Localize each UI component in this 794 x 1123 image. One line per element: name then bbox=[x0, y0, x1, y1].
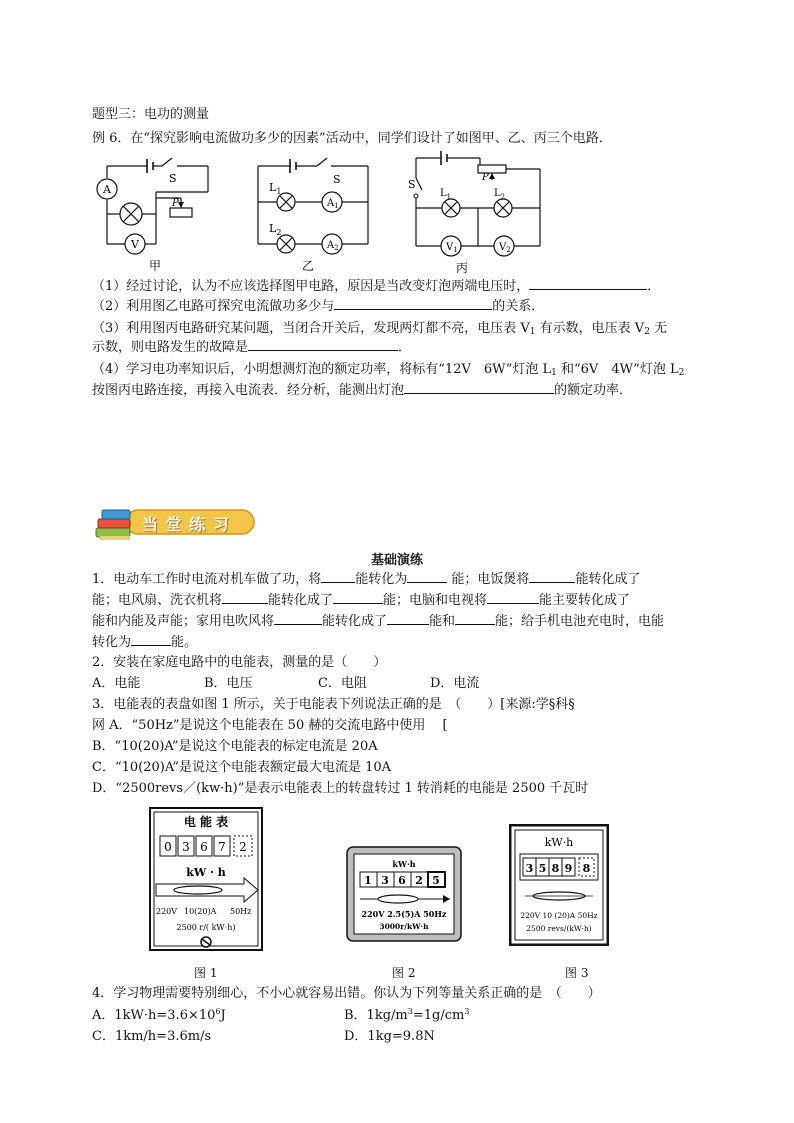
practice-q2-option-a: A．电能 bbox=[92, 676, 141, 691]
meter2-unit: kW·h bbox=[392, 859, 416, 869]
section-title: 题型三：电功的测量 bbox=[92, 107, 210, 122]
practice-banner bbox=[92, 500, 260, 544]
meter3-digit-4: 9 bbox=[564, 862, 573, 875]
practice-q1-line2: 能；电风扇、洗衣机将 能转化成了 能；电脑和电视将 能主要转化成了 bbox=[92, 593, 631, 608]
meter3-spec: 220V 10 (20)A 50Hz bbox=[520, 911, 598, 920]
circuit-jia-voltmeter-label: V bbox=[131, 238, 139, 251]
circuit-jia-ammeter-label: A bbox=[103, 183, 111, 196]
meter2-digit-1: 1 bbox=[364, 874, 372, 887]
practice-q3-line2: 网 A．“50Hz”是说这个电能表在 50 赫的交流电路中使用 [ bbox=[92, 718, 448, 733]
meter1-spec-frequency: 50Hz bbox=[230, 907, 252, 916]
practice-q4-option-d: D．1kg=9.8N bbox=[344, 1029, 435, 1044]
meter1-spec-current: 10(20)A bbox=[184, 907, 217, 916]
meter1-unit: kW · h bbox=[186, 866, 226, 879]
circuit-bing-slider-label: P bbox=[482, 172, 489, 183]
meter3-unit: kW·h bbox=[544, 836, 574, 849]
circuit-yi bbox=[255, 150, 375, 274]
circuit-bing-caption: 丙 bbox=[456, 261, 469, 275]
banner-text: 当 堂 练 习 bbox=[142, 515, 230, 534]
circuit-yi-ammeter1-letter: A bbox=[327, 198, 335, 209]
circuit-yi-ammeter2-letter: A bbox=[327, 240, 335, 251]
circuit-bing-voltmeter1-letter: V bbox=[446, 242, 454, 253]
practice-q4-option-c: C．1km/h=3.6m/s bbox=[92, 1029, 212, 1044]
circuit-bing-voltmeter2-letter: V bbox=[499, 242, 507, 253]
practice-q1-line4: 转化为 能。 bbox=[92, 635, 198, 650]
meter2-digit-3: 6 bbox=[398, 874, 406, 887]
svg-text:L1 bbox=[269, 181, 281, 196]
circuit-bing-lamp1-sub: 1 bbox=[446, 193, 452, 201]
meter2-caption: 图 2 bbox=[392, 966, 416, 980]
meter1-title: 电 能 表 bbox=[183, 815, 229, 829]
example6-q4-line2: 按图丙电路连接，再接入电流表．经分析，能测出灯泡 的额定功率． bbox=[92, 383, 633, 398]
practice-q3-option-c: C．“10(20)A”是说这个电能表额定最大电流是 10A bbox=[92, 760, 392, 775]
circuit-yi-switch-label: S bbox=[333, 173, 341, 186]
meter1-rev: 2500 r/( kW·h) bbox=[176, 923, 236, 932]
circuit-bing-switch-label: S bbox=[408, 178, 416, 191]
example6-q4-line1: （4）学习电功率知识后，小明想测灯泡的额定功率，将标有“12V 6W”灯泡 $L_1$ 和“6V 4W”灯泡 $L_2$ bbox=[92, 362, 685, 378]
practice-q2-option-b: B．电压 bbox=[204, 676, 253, 691]
circuit-bing-lamp2-sub: 2 bbox=[500, 193, 506, 201]
circuit-bing bbox=[408, 150, 548, 276]
meter3-digit-1: 3 bbox=[525, 862, 534, 875]
example6-q3-line2: 示数，则电路发生的故障是 ． bbox=[92, 340, 412, 355]
circuit-yi-lamp1-letter: L bbox=[269, 181, 277, 194]
example6-intro: 例 6．在“探究影响电流做功多少的因素”活动中，同学们设计了如图甲、乙、丙三个电路． bbox=[92, 131, 612, 146]
practice-q1-line3: 能和内能及声能；家用电吹风将 能转化成了 能和 能；给手机电池充电时，电能 bbox=[92, 614, 665, 629]
circuit-yi-lamp2-letter: L bbox=[269, 222, 277, 235]
practice-q3-line1: 3．电能表的表盘如图 1 所示，关于电能表下列说法正确的是 （ ）[来源:学§科§ bbox=[92, 697, 575, 712]
meter3-digit-2: 5 bbox=[538, 862, 547, 875]
practice-q4: 4．学习物理需要特别细心，不小心就容易出错。你认为下列等量关系正确的是 （ ） bbox=[92, 986, 601, 1001]
meter3-caption: 图 3 bbox=[565, 966, 589, 980]
circuit-yi-lamp1-sub: 1 bbox=[276, 187, 282, 196]
meter1-spec-voltage: 220V bbox=[156, 907, 178, 916]
example6-q1: （1）经过讨论，认为不应该选择图甲电路，原因是当改变灯泡两端电压时， ． bbox=[92, 279, 661, 294]
circuit-jia-caption: 甲 bbox=[149, 259, 162, 273]
practice-q3-option-b: B．“10(20)A”是说这个电能表的标定电流是 20A bbox=[92, 739, 378, 754]
svg-text:V1 bbox=[445, 242, 458, 254]
practice-q2-option-d: D．电流 bbox=[430, 676, 480, 691]
meter3-digit-5: 8 bbox=[582, 862, 591, 875]
meter1-digit-4: 7 bbox=[218, 840, 226, 854]
meter-figure-3 bbox=[509, 824, 609, 946]
circuit-bing-voltmeter2-sub: 2 bbox=[506, 246, 511, 254]
meter3-rev: 2500 revs/(kW·h) bbox=[526, 924, 592, 933]
meter2-digit-5: 5 bbox=[432, 874, 440, 887]
practice-q1-line1: 1．电动车工作时电流对机车做了功，将 能转化为 能；电饭煲将 能转化成了 bbox=[92, 572, 641, 587]
meter2-spec: 220V 2.5(5)A 50Hz bbox=[361, 909, 447, 919]
circuit-yi-lamp2-sub: 2 bbox=[276, 228, 282, 237]
circuit-yi-ammeter2-sub: 2 bbox=[334, 244, 339, 252]
practice-q2: 2．安装在家庭电路中的电能表，测量的是（ ） bbox=[92, 655, 387, 670]
example6-q3-line1: （3）利用图丙电路研究某问题，当闭合开关后，发现两灯都不亮，电压表 $V_1$ 有示数，电压表 $V_2$ 无 bbox=[92, 321, 668, 337]
meter1-digit-1: 0 bbox=[164, 840, 172, 854]
svg-text:L2 bbox=[269, 222, 281, 237]
practice-q4-option-a: A．$1kW\cdot h=3.6\times 10^6J$ bbox=[92, 1007, 226, 1023]
meter1-digit-5: 2 bbox=[239, 840, 247, 854]
meter3-digit-3: 8 bbox=[551, 862, 560, 875]
circuit-yi-caption: 乙 bbox=[302, 259, 315, 273]
practice-q3-option-d: D．“2500revs／(kw·h)”是表示电能表上的转盘转过 1 转消耗的电能是 2500 千瓦时 bbox=[92, 781, 589, 796]
practice-heading: 基础演练 bbox=[370, 553, 423, 568]
circuit-yi-ammeter1-sub: 1 bbox=[334, 202, 339, 210]
meter2-rev: 3000r/kW·h bbox=[379, 922, 429, 931]
practice-q4-option-b: B．$1kg/m^3=1g/cm^3$ bbox=[344, 1007, 470, 1023]
example6-q2: （2）利用图乙电路可探究电流做功多少与 的关系． bbox=[92, 299, 545, 314]
svg-text:L1 bbox=[440, 188, 451, 201]
svg-text:A2 bbox=[326, 240, 339, 252]
meter-figure-1 bbox=[148, 806, 264, 954]
circuit-jia bbox=[92, 150, 222, 274]
circuit-bing-lamp2-letter: L bbox=[494, 188, 501, 199]
circuit-jia-slider-label: P bbox=[172, 198, 179, 209]
meter1-digit-2: 3 bbox=[182, 840, 190, 854]
meter1-digit-3: 6 bbox=[200, 840, 208, 854]
svg-text:A1 bbox=[326, 198, 339, 210]
circuit-bing-lamp1-letter: L bbox=[440, 188, 447, 199]
circuit-jia-switch-label: S bbox=[169, 172, 177, 185]
meter2-digit-4: 2 bbox=[415, 874, 423, 887]
svg-text:V2 bbox=[498, 242, 511, 254]
meter-figure-2 bbox=[346, 846, 462, 942]
meter2-digit-2: 3 bbox=[381, 874, 389, 887]
circuit-bing-voltmeter1-sub: 1 bbox=[453, 246, 458, 254]
meter1-caption: 图 1 bbox=[194, 966, 218, 980]
practice-q2-option-c: C．电阻 bbox=[318, 676, 367, 691]
